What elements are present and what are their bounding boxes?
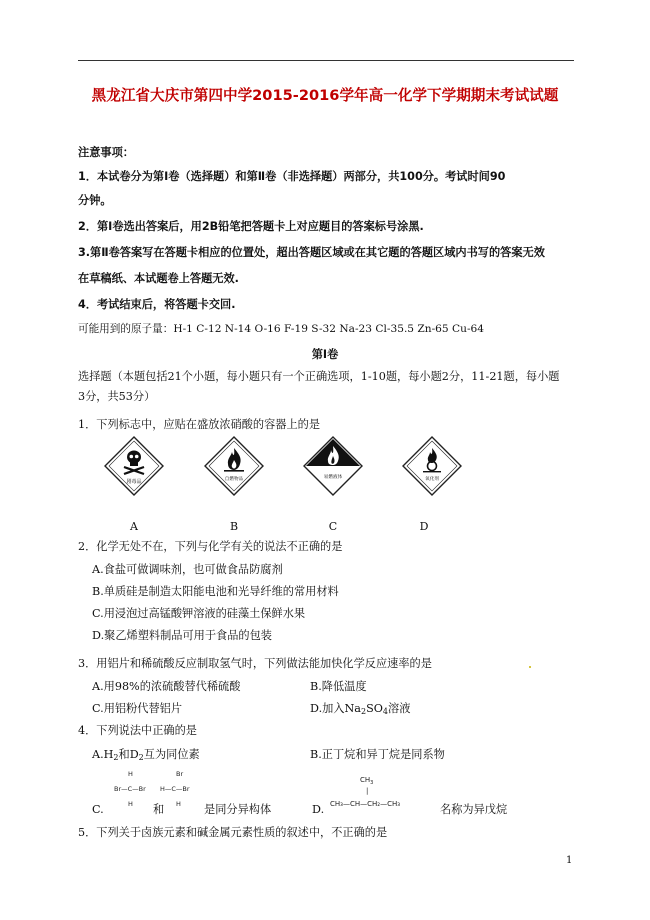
option-text: 和 — [153, 803, 165, 816]
option-text: B.降低温度 — [310, 680, 367, 693]
option-text: A.用98%的浓硫酸替代稀硫酸 — [92, 680, 241, 693]
question-2-stem: 2．化学无处不在，下列与化学有关的说法不正确的是 — [78, 540, 343, 553]
hazard-sign-flammable-liquid — [303, 436, 363, 496]
option-label: C. — [92, 803, 104, 816]
notice-item: 2．第Ⅰ卷选出答案后，用2B铅笔把答题卡上对应题目的答案标号涂黑. — [78, 220, 424, 233]
question-1-stem: 1．下列标志中，应贴在盛放浓硝酸的容器上的是 — [78, 418, 321, 431]
option-text: B.单质硅是制造太阳能电池和光导纤维的常用材料 — [92, 585, 339, 598]
svg-text:自燃物品: 自燃物品 — [224, 477, 244, 482]
page-number: 1 — [566, 855, 573, 866]
option-label: D — [419, 520, 429, 533]
option-label: A — [130, 520, 138, 533]
structure-1-bottom: H — [128, 800, 133, 808]
section-intro: 3分，共53分） — [78, 390, 156, 403]
hazard-sign-toxic — [104, 436, 164, 496]
svg-text:易燃液体: 易燃液体 — [323, 475, 343, 480]
option-label: B — [229, 520, 239, 533]
question-3-stem: 3．用铝片和稀硫酸反应制取氢气时，下列做法能加快化学反应速率的是 — [78, 657, 432, 670]
option-text: 名称为异戊烷 — [440, 803, 508, 816]
option-label: C — [328, 520, 338, 533]
option-label: D. — [312, 803, 325, 816]
notice-item: 3.第Ⅱ卷答案写在答题卡相应的位置处，超出答题区域或在其它题的答题区域内书写的答案无效 — [78, 246, 545, 259]
option-text: D.加入$Na_2SO_4$溶液 — [310, 702, 411, 716]
exam-title: 黑龙江省大庆市第四中学2015-2016学年高一化学下学期期末考试试题 — [91, 87, 559, 104]
option-text: $A.H_2$和$D_2$互为同位素 — [92, 748, 200, 762]
option-text: B.正丁烷和异丁烷是同系物 — [310, 748, 445, 761]
section-intro: 选择题（本题包括21个小题，每小题只有一个正确选项，1-10题，每小题2分，11-21题，每小题 — [78, 370, 560, 383]
svg-text:剧毒品: 剧毒品 — [126, 479, 142, 485]
atomic-masses: 可能用到的原子量：H-1 C-12 N-14 O-16 F-19 S-32 Na-23 Cl-35.5 Zn-65 Cu-64 — [78, 323, 485, 335]
hazard-sign-oxidizer — [402, 436, 462, 496]
structure-1-top: H — [128, 770, 133, 778]
svg-text:氧化剂: 氧化剂 — [425, 477, 439, 482]
notice-item: 1．本试卷分为第Ⅰ卷（选择题）和第Ⅱ卷（非选择题）两部分，共100分。考试时间90 — [78, 170, 506, 183]
question-5-stem: 5．下列关于卤族元素和碱金属元素性质的叙述中，不正确的是 — [78, 826, 388, 839]
option-text: A.食盐可做调味剂，也可做食品防腐剂 — [92, 563, 283, 576]
stray-mark — [529, 666, 531, 668]
header-rule — [78, 60, 574, 61]
structure-2-top: Br — [176, 770, 184, 778]
structure-3-chain: CH₃—CH—CH₂—CH₃ — [330, 800, 401, 808]
structure-2-bottom: H — [176, 800, 181, 808]
question-4-stem: 4．下列说法中正确的是 — [78, 724, 197, 737]
hazard-sign-spontaneous — [204, 436, 264, 496]
structure-2-main: H—C—Br — [160, 785, 190, 793]
structure-3-bond: | — [366, 787, 369, 795]
notice-item: 分钟。 — [78, 194, 112, 207]
option-text: C.用铝粉代替铝片 — [92, 702, 183, 715]
notice-item: 在草稿纸、本试题卷上答题无效. — [78, 272, 239, 285]
option-text: 是同分异构体 — [204, 803, 272, 816]
structure-3-branch: $CH_3$ — [360, 776, 374, 786]
notice-item: 4．考试结束后，将答题卡交回. — [78, 298, 236, 311]
notice-heading: 注意事项： — [78, 146, 134, 159]
structure-1-main: Br—C—Br — [114, 785, 146, 793]
option-text: D.聚乙烯塑料制品可用于食品的包装 — [92, 629, 272, 642]
option-text: C.用浸泡过高锰酸钾溶液的硅藻土保鲜水果 — [92, 607, 306, 620]
section-title: 第Ⅰ卷 — [311, 348, 339, 361]
